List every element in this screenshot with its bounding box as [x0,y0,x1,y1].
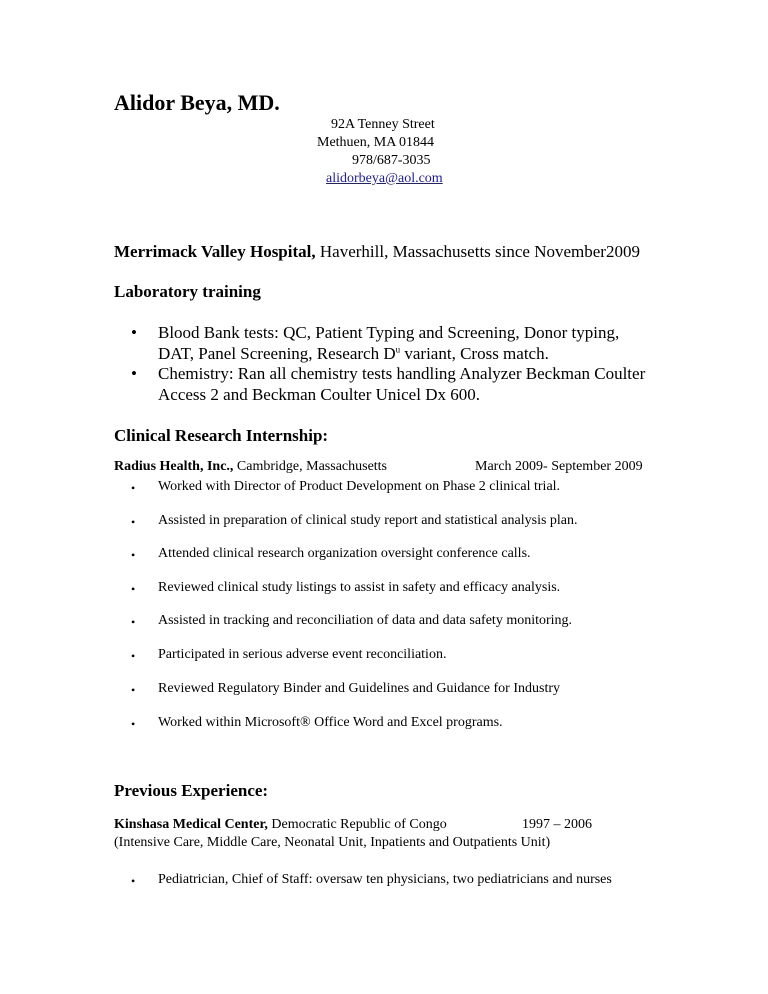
previous-bullet: Pediatrician, Chief of Staff: oversaw ten physicians, two pediatricians and nurses [158,872,612,887]
bullet-icon: • [131,481,136,495]
bullet-icon: • [131,649,136,663]
internship-bullet: Reviewed clinical study listings to assist in safety and efficacy analysis. [158,580,561,595]
email-link[interactable]: alidorbeya@aol.com [326,171,443,186]
current-employer: Merrimack Valley Hospital, [114,242,316,261]
previous-location: Democratic Republic of Congo [267,817,447,832]
lab-bullet-1-line2: DAT, Panel Screening, Research $D^u$ variant, Cross match. [158,344,549,363]
internship-employer-line [114,459,387,475]
lab-bullet-2-line2: Access 2 and Beckman Coulter Unicel Dx 600. [158,385,480,404]
bullet-icon: • [131,323,137,342]
resume-name: Alidor Beya, MD. [114,90,280,115]
bullet-icon: • [131,874,136,888]
internship-bullet: Participated in serious adverse event reconciliation. [158,647,447,662]
previous-employer-line [114,817,447,833]
bullet-icon: • [131,683,136,697]
internship-bullet: Assisted in tracking and reconciliation of data and data safety monitoring. [158,613,573,628]
bullet-icon: • [131,364,137,383]
lab-bullet-2-line1: Chemistry: Ran all chemistry tests handling Analyzer Beckman Coulter [158,364,646,383]
internship-dates: March 2009- September 2009 [475,459,643,474]
previous-heading: Previous Experience: [114,781,269,800]
bullet-icon: • [131,548,136,562]
internship-location: Cambridge, Massachusetts [233,459,388,474]
bullet-icon: • [131,515,136,529]
address-city: Methuen, MA 01844 [317,135,435,150]
lab-bullet-1-line1: Blood Bank tests: QC, Patient Typing and Screening, Donor typing, [158,323,620,342]
bullet-icon: • [131,717,136,731]
internship-bullet: Assisted in preparation of clinical study report and statistical analysis plan. [158,513,578,528]
internship-heading: Clinical Research Internship: [114,426,329,445]
phone-number: 978/687-3035 [352,153,431,168]
internship-employer: Radius Health, Inc., [114,459,234,474]
bullet-icon: • [131,615,136,629]
previous-employer: Kinshasa Medical Center, [114,817,268,832]
internship-bullet: Reviewed Regulatory Binder and Guidelines and Guidance for Industry [158,681,561,696]
current-location: Haverhill, Massachusetts since November2009 [315,242,640,261]
previous-units: (Intensive Care, Middle Care, Neonatal Unit, Inpatients and Outpatients Unit) [114,835,551,850]
internship-bullet: Worked within Microsoft® Office Word and Excel programs. [158,715,503,730]
current-position [114,242,640,262]
internship-bullet: Attended clinical research organization oversight conference calls. [158,546,531,561]
address-street: 92A Tenney Street [331,117,435,132]
laboratory-heading: Laboratory training [114,282,261,301]
internship-bullet: Worked with Director of Product Development on Phase 2 clinical trial. [158,479,561,494]
bullet-icon: • [131,582,136,596]
previous-dates: 1997 – 2006 [522,817,592,832]
